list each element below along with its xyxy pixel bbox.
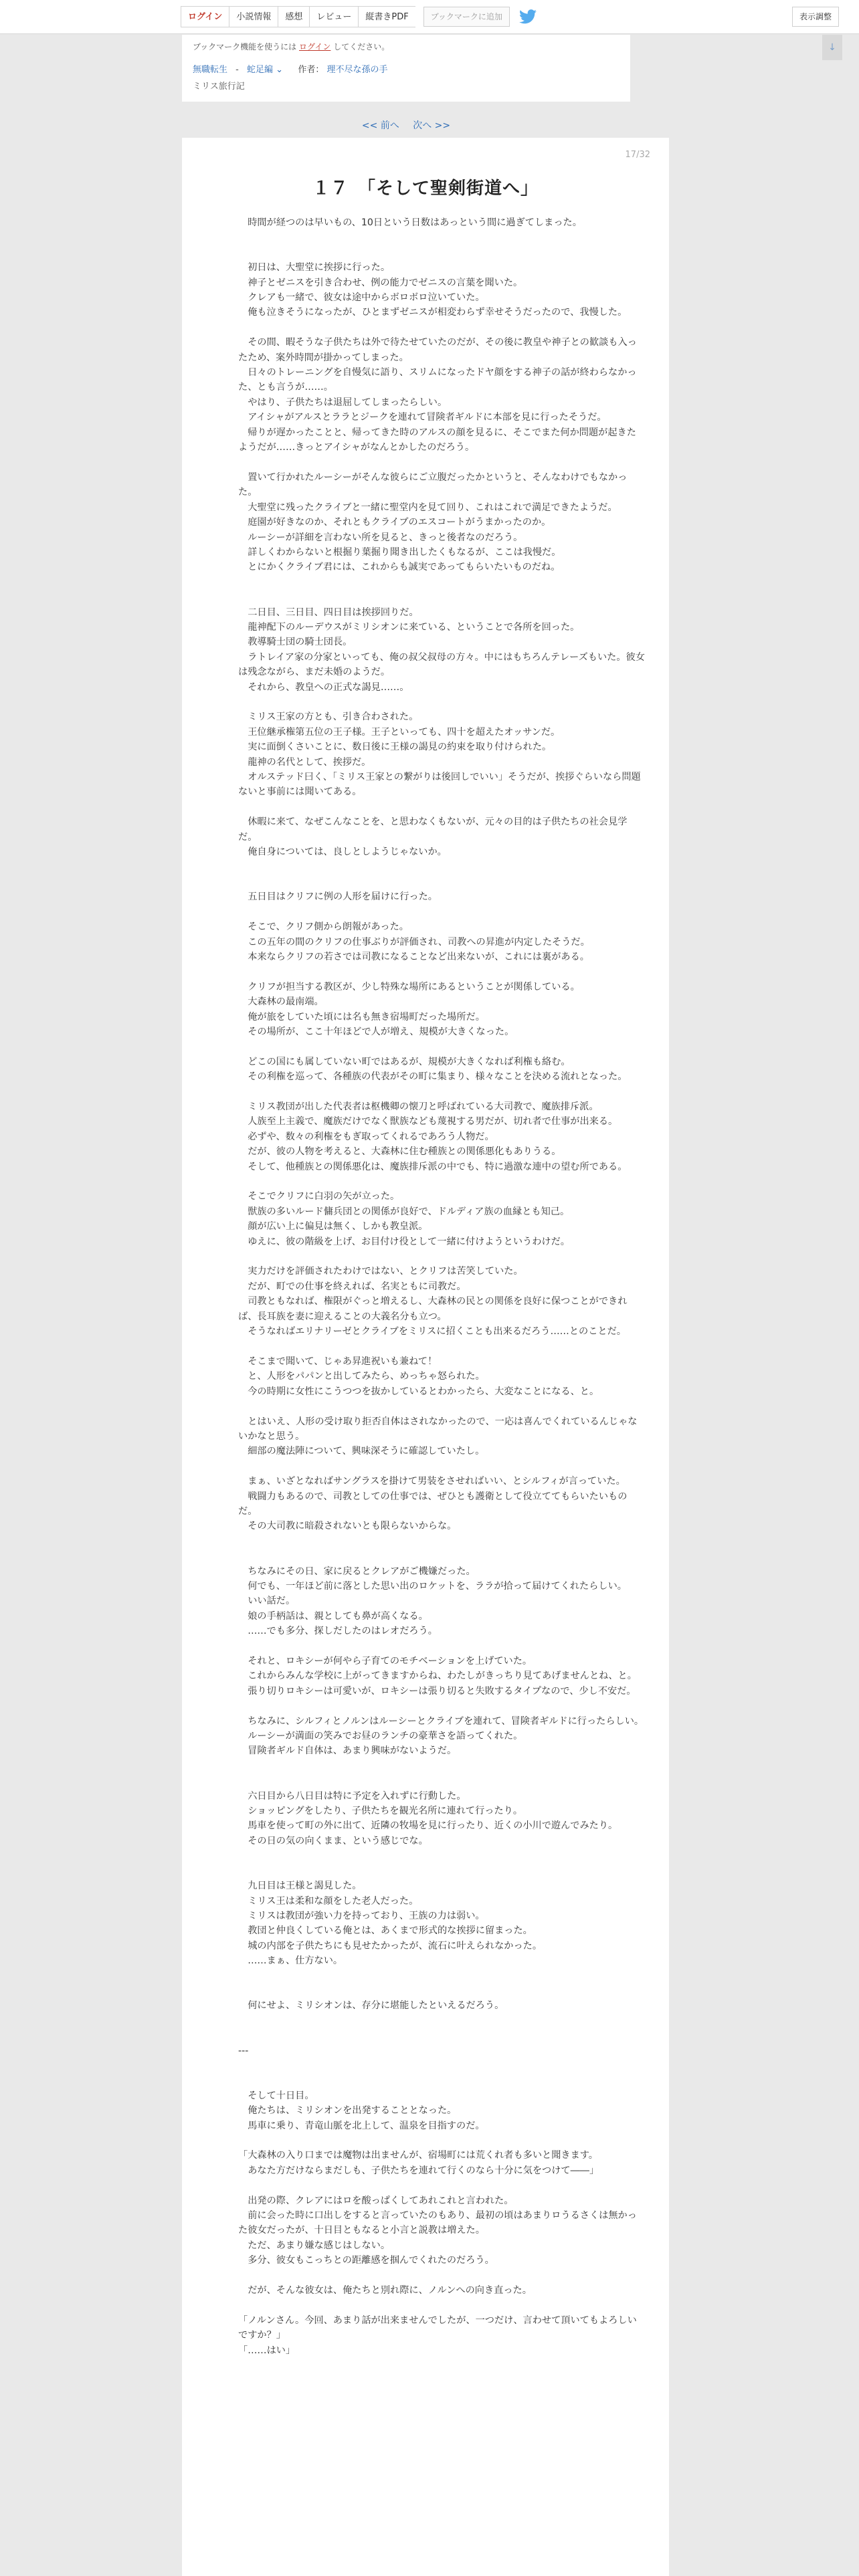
body-line: 出発の際、クレアにはロを酸っぱくしてあれこれと言われた。: [238, 2195, 514, 2206]
body-line: 今の時期に女性にこうつつを抜かしているとわかったら、大変なことになる、と。: [238, 1386, 599, 1397]
body-line: その間、暇そうな子供たちは外で待たせていたのだが、その後に教皇や神子との歓談も入ったため、案外時間が掛かってしまった。: [238, 337, 637, 363]
body-line: [238, 1339, 645, 1354]
body-line: [238, 1085, 645, 1099]
body-line: ショッピングをしたり、子供たちを観光名所に連れて行ったり。: [238, 1806, 523, 1817]
body-line: [238, 1864, 645, 1879]
body-line: [238, 695, 645, 710]
chapter-pager: [0, 118, 812, 132]
body-line: これからみんな学校に上がってきますからね、わたしがきっちり見てあげませんとね、と。: [238, 1671, 637, 1682]
body-line: だが、町での仕事を終えれば、名実ともに司教だ。: [238, 1281, 466, 1292]
body-line: [238, 1459, 645, 1474]
impressions-nav-button[interactable]: 感想: [278, 6, 309, 27]
body-line: 龍神配下のルーデウスがミリシオンに来ている、ということで各所を回った。: [238, 621, 580, 633]
body-line: [238, 859, 645, 874]
novel-meta: [193, 64, 619, 76]
body-line: 必ずや、数々の利権をもぎ取ってくれるであろう人物だ。: [238, 1131, 494, 1142]
login-link[interactable]: ログイン: [299, 42, 331, 51]
body-line: 詳しくわからないと根掘り葉掘り聞き出したくもなるが、ここは我慢だ。: [238, 546, 561, 558]
body-line: [238, 1983, 645, 1998]
bookmark-notice: [193, 41, 619, 52]
body-line: 教団と仲良くしている俺とは、あくまで形式的な挨拶に留まった。: [238, 1925, 533, 1937]
body-line: 俺自身については、良しとしようじゃないか。: [238, 847, 447, 858]
body-line: その大司教に暗殺されないとも限らないからな。: [238, 1521, 457, 1532]
body-line: だが、彼の人物を考えると、大森林に住む種族との関係悪化もありうる。: [238, 1146, 561, 1158]
body-line: 大森林の最南端。: [238, 996, 324, 1008]
body-line: いい話だ。: [238, 1596, 296, 1607]
body-line: [238, 1549, 645, 1564]
body-line: そこまで聞いて、じゃあ昇進祝いも兼ねて！: [238, 1356, 438, 1367]
body-line: 何でも、一年ほど前に落とした思い出のロケットを、ララが拾って届けてくれたらしい。: [238, 1580, 627, 1592]
notice-suffix: してください。: [333, 42, 390, 51]
body-line: そして、他種族との関係悪化は、魔族排斥派の中でも、特に過激な連中の望む所である。: [238, 1161, 628, 1172]
next-chapter-link[interactable]: 次へ >>: [413, 120, 451, 131]
body-line: 二日目、三日目、四日目は挨拶回りだ。: [238, 607, 419, 618]
body-line: 人族至上主義で、魔族だけでなく獣族なども蔑視する男だが、切れ者で仕事が出来る。: [238, 1116, 618, 1128]
body-line: 帰りが遅かったことと、帰ってきた時のアルスの顔を見るに、そこでまた何か問題が起きたようだが……きっとアイシャがなんとかしたのだろう。: [238, 427, 636, 453]
body-line: 顔が広い上に偏見は無く、しかも教皇派。: [238, 1221, 428, 1232]
page-number: 17/32: [625, 150, 650, 160]
body-line: 張り切りロキシーは可愛いが、ロキシーは張り切ると失敗するタイプなので、少し不安だ。: [238, 1685, 636, 1697]
body-line: 神子とゼニスを引き合わせ、例の能力でゼニスの言葉を聞いた。: [238, 277, 523, 288]
series-link[interactable]: 無職転生: [193, 65, 228, 75]
body-line: [238, 1848, 645, 1863]
body-line: [238, 2028, 645, 2043]
body-line: 教導騎士団の騎士団長。: [238, 637, 353, 648]
twitter-icon[interactable]: [519, 9, 537, 24]
body-line: 娘の手柄話は、親としても鼻が高くなる。: [238, 1610, 428, 1622]
body-line: [238, 800, 645, 815]
body-line: 置いて行かれたルーシーがそんな彼らにご立腹だったかというと、そんなわけでもなかった。: [238, 471, 628, 498]
body-line: そうなればエリナリーゼとクライブをミリスに招くことも出来るだろう……とのことだ。: [238, 1326, 626, 1337]
body-line: [238, 1534, 645, 1549]
body-line: 六日目から八日目は特に予定を入れずに行動した。: [238, 1790, 466, 1802]
body-line: ただ、あまり嫌な感じはしない。: [238, 2240, 391, 2251]
body-line: [238, 1759, 645, 1774]
body-line: [238, 2178, 645, 2193]
body-line: 王位継承権第五位の王子様。王子といっても、四十を超えたオッサンだ。: [238, 726, 561, 738]
chevron-down-icon[interactable]: ⌄: [276, 65, 284, 75]
body-line: [238, 2298, 645, 2313]
body-line: 前に会った時に口出しをすると言っていたのもあり、最初の頃はあまりロうるさくは無かった彼女だったが、十日目ともなると小言と説教は増えた。: [238, 2210, 637, 2236]
body-line: ---: [238, 2045, 249, 2056]
separator: -: [235, 65, 239, 75]
body-line: 俺も泣きそうになったが、ひとまずゼニスが相変わらず幸せそうだったので、我慢した。: [238, 307, 628, 318]
display-settings-button[interactable]: 表示調整: [792, 7, 839, 27]
body-line: その場所が、ここ十年ほどで人が増え、規模が大きくなった。: [238, 1026, 514, 1037]
body-line: 初日は、大聖堂に挨拶に行った。: [238, 262, 391, 274]
body-line: やはり、子供たちは退屈してしまったらしい。: [238, 397, 448, 408]
body-line: [238, 1774, 645, 1788]
body-line: 城の内部を子供たちにも見せたかったが、流石に叶えられなかった。: [238, 1940, 543, 1951]
body-line: ミリスは教団が強い力を持っており、王族の力は弱い。: [238, 1910, 485, 1921]
login-nav-button[interactable]: ログイン: [181, 6, 229, 27]
body-line: 俺たちは、ミリシオンを出発することとなった。: [238, 2105, 457, 2117]
body-line: [238, 2058, 645, 2073]
body-line: 大聖堂に残ったクライブと一緒に聖堂内を見て回り、これはこれで満足できたようだ。: [238, 502, 617, 513]
body-line: ミリス王は柔和な顔をした老人だった。: [238, 1895, 419, 1907]
top-nav: [181, 5, 537, 28]
prev-chapter-link[interactable]: << 前へ: [361, 120, 399, 131]
notice-prefix: ブックマーク機能を使うには: [193, 42, 297, 51]
scroll-down-button[interactable]: ↓: [822, 35, 842, 60]
body-line: それから、教皇への正式な謁見……。: [238, 681, 409, 693]
body-line: ……まぁ、仕方ない。: [238, 1955, 343, 1967]
body-line: ゆえに、彼の階級を上げ、お目付け役として一緒に付けようというわけだ。: [238, 1236, 570, 1247]
body-line: ラトレイア家の分家といっても、俺の叔父叔母の方々。中にはもちろんテレーズもいた。彼女は残念ながら、まだ未婚のようだ。: [238, 651, 645, 678]
body-line: [238, 575, 645, 590]
body-line: だが、そんな彼女は、俺たちと別れ際に、ノルンへの向き直った。: [238, 2285, 532, 2296]
body-line: オルステッド曰く、「ミリス王家との繋がりは後回しでいい」そうだが、挨拶ぐらいなら問題ないと事前には聞いてある。: [238, 772, 641, 798]
body-line: 実に面倒くさいことに、数日後に王様の謁見の約束を取り付けられた。: [238, 742, 552, 753]
body-line: [238, 1699, 645, 1713]
body-line: 俺が旅をしていた頃には名も無き宿場町だった場所だ。: [238, 1011, 485, 1023]
body-line: 細部の魔法陣について、興味深そうに確認していたし。: [238, 1446, 485, 1457]
body-line: まぁ、いざとなればサングラスを掛けて男装をさせればいい、とシルフィが言っていた。: [238, 1476, 626, 1487]
body-line: [238, 905, 645, 920]
body-line: [238, 1969, 645, 1983]
body-line: [238, 964, 645, 979]
body-line: 時間が経つのは早いもの、10日という日数はあっという間に過ぎてしまった。: [238, 217, 582, 228]
vertical-pdf-nav-button[interactable]: 縦書きPDF: [358, 6, 415, 27]
body-line: [238, 2133, 645, 2148]
novel-info-nav-button[interactable]: 小説情報: [229, 6, 278, 27]
body-line: アイシャがアルスとララとジークを連れて冒険者ギルドに本部を見に行ったそうだ。: [238, 412, 607, 423]
chapter-content: [182, 138, 669, 2576]
body-line: 本来ならクリフの若さでは司教になることなど出来ないが、これには裏がある。: [238, 951, 589, 962]
episode-group: ミリス旅行記: [193, 82, 245, 92]
body-line: この五年の間のクリフの仕事ぶりが評価され、司教への昇進が内定したそうだ。: [238, 936, 590, 948]
body-line: [238, 1399, 645, 1414]
body-line: 九日目は王様と謁見した。: [238, 1881, 362, 1892]
body-line: 実力だけを評価されたわけではない、とクリフは苦笑していた。: [238, 1266, 523, 1277]
body-line: ルーシーが詳細を言わない所を見ると、きっと後者なのだろう。: [238, 532, 523, 543]
chapter-title: １７ 「そして聖剣街道へ」: [312, 179, 539, 199]
chapter-body: [238, 215, 645, 2358]
novel-info-box: [182, 35, 630, 102]
body-line: 何にせよ、ミリシオンは、存分に堪能したといえるだろう。: [238, 2000, 504, 2012]
body-line: [238, 2268, 645, 2283]
body-line: ミリス教団が出した代表者は枢機卿の懐刀と呼ばれている大司教で、魔族排斥派。: [238, 1101, 599, 1112]
body-line: とはいえ、人形の受け取り拒否自体はされなかったので、一応は喜んでくれているんじゃないかなと思う。: [238, 1416, 638, 1442]
author-link[interactable]: 理不尽な孫の手: [326, 65, 388, 75]
body-line: 馬車に乗り、青竜山脈を北上して、温泉を目指すのだ。: [238, 2120, 485, 2131]
body-line: [238, 2073, 645, 2088]
body-line: クリフが担当する教区が、少し特殊な場所にあるということが関係している。: [238, 981, 580, 992]
body-line: 「ノルンさん。今回、あまり話が出来ませんでしたが、一つだけ、言わせて頂いてもよろしいですか？」: [238, 2315, 637, 2341]
body-line: [238, 230, 645, 245]
body-line: [238, 2014, 645, 2028]
body-line: 「大森林の入り口までは魔物は出ませんが、宿場町には荒くれ者も多いと聞きます。: [238, 2150, 598, 2161]
body-line: ミリス王家の方とも、引き合わされた。: [238, 712, 419, 723]
body-line: その日の気の向くまま、という感じでな。: [238, 1835, 428, 1846]
body-line: そして十日目。: [238, 2090, 314, 2101]
body-line: 龍神の名代として、挨拶だ。: [238, 756, 371, 768]
body-line: 司教ともなれば、権限がぐっと増えるし、大森林の民との関係を良好に保つことができれば、長耳族を妻に迎えることの大義名分も立つ。: [238, 1296, 628, 1322]
body-line: とにかくクライブ君には、これからも誠実であってもらいたいものだね。: [238, 562, 561, 573]
body-line: ……でも多分、探しだしたのはレオだろう。: [238, 1626, 438, 1637]
body-line: それと、ロキシーが何やら子育てのモチベーションを上げていた。: [238, 1656, 533, 1667]
body-line: そこでクリフに白羽の矢が立った。: [238, 1191, 400, 1202]
add-bookmark-button[interactable]: ブックマークに追加: [423, 7, 510, 27]
body-line: と、人形をパパンと出してみたら、めっちゃ怒られた。: [238, 1371, 485, 1382]
body-line: 庭園が好きなのか、それともクライブのエスコートがうまかったのか。: [238, 517, 551, 528]
body-line: [238, 455, 645, 470]
body-line: ちなみにその日、家に戻るとクレアがご機嫌だった。: [238, 1566, 476, 1577]
subseries-link[interactable]: 蛇足編: [247, 65, 274, 75]
body-line: 休暇に来て、なぜこんなことを、と思わなくもないが、元々の目的は子供たちの社会見学だ。: [238, 817, 628, 843]
top-bar: [0, 0, 859, 34]
body-line: [238, 1039, 645, 1054]
body-line: [238, 245, 645, 260]
body-line: [238, 590, 645, 605]
body-line: 冒険者ギルド自体は、あまり興味がないようだ。: [238, 1745, 457, 1757]
body-line: 多分、彼女もこっちとの距離感を掴んでくれたのだろう。: [238, 2255, 494, 2266]
body-line: [238, 1249, 645, 1264]
body-line: そこで、クリフ側から朗報があった。: [238, 922, 409, 933]
body-line: 「……はい」: [238, 2345, 296, 2356]
body-line: [238, 1174, 645, 1189]
body-line: クレアも一緒で、彼女は途中からボロボロ泣いていた。: [238, 292, 485, 304]
body-line: [238, 1639, 645, 1654]
body-line: その利権を巡って、各種族の代表がその町に集まり、様々なことを決める流れとなった。: [238, 1071, 628, 1083]
body-line: 馬車を使って町の外に出て、近隣の牧場を見に行ったり、近くの小川で遊んでみたり。: [238, 1820, 618, 1832]
body-line: 獣族の多いルード傭兵団との関係が良好で、ドルディア族の血縁とも知己。: [238, 1206, 570, 1217]
body-line: どこの国にも属していない町ではあるが、規模が大きくなれば利権も絡む。: [238, 1056, 571, 1067]
body-line: ルーシーが満面の笑みでお昼のランチの豪華さを語ってくれた。: [238, 1731, 523, 1742]
body-line: 戦闘力もあるので、司教としての仕事では、ぜひとも護衛として役立ててもらいたいものだ。: [238, 1491, 628, 1517]
body-line: [238, 320, 645, 335]
body-line: あなた方だけならまだしも、子供たちを連れて行くのなら十分に気をつけて――」: [238, 2165, 599, 2176]
review-nav-button[interactable]: レビュー: [309, 6, 358, 27]
body-line: ちなみに、シルフィとノルンはルーシーとクライブを連れて、冒険者ギルドに行ったらしい。: [238, 1715, 644, 1727]
body-line: [238, 875, 645, 889]
body-line: 日々のトレーニングを自慢気に語り、スリムになったドヤ顔をする神子の話が終わらなかった、とも言うが……。: [238, 367, 637, 393]
body-line: 五日目はクリフに例の人形を届けに行った。: [238, 891, 438, 903]
author-label: 作者：: [298, 65, 324, 75]
